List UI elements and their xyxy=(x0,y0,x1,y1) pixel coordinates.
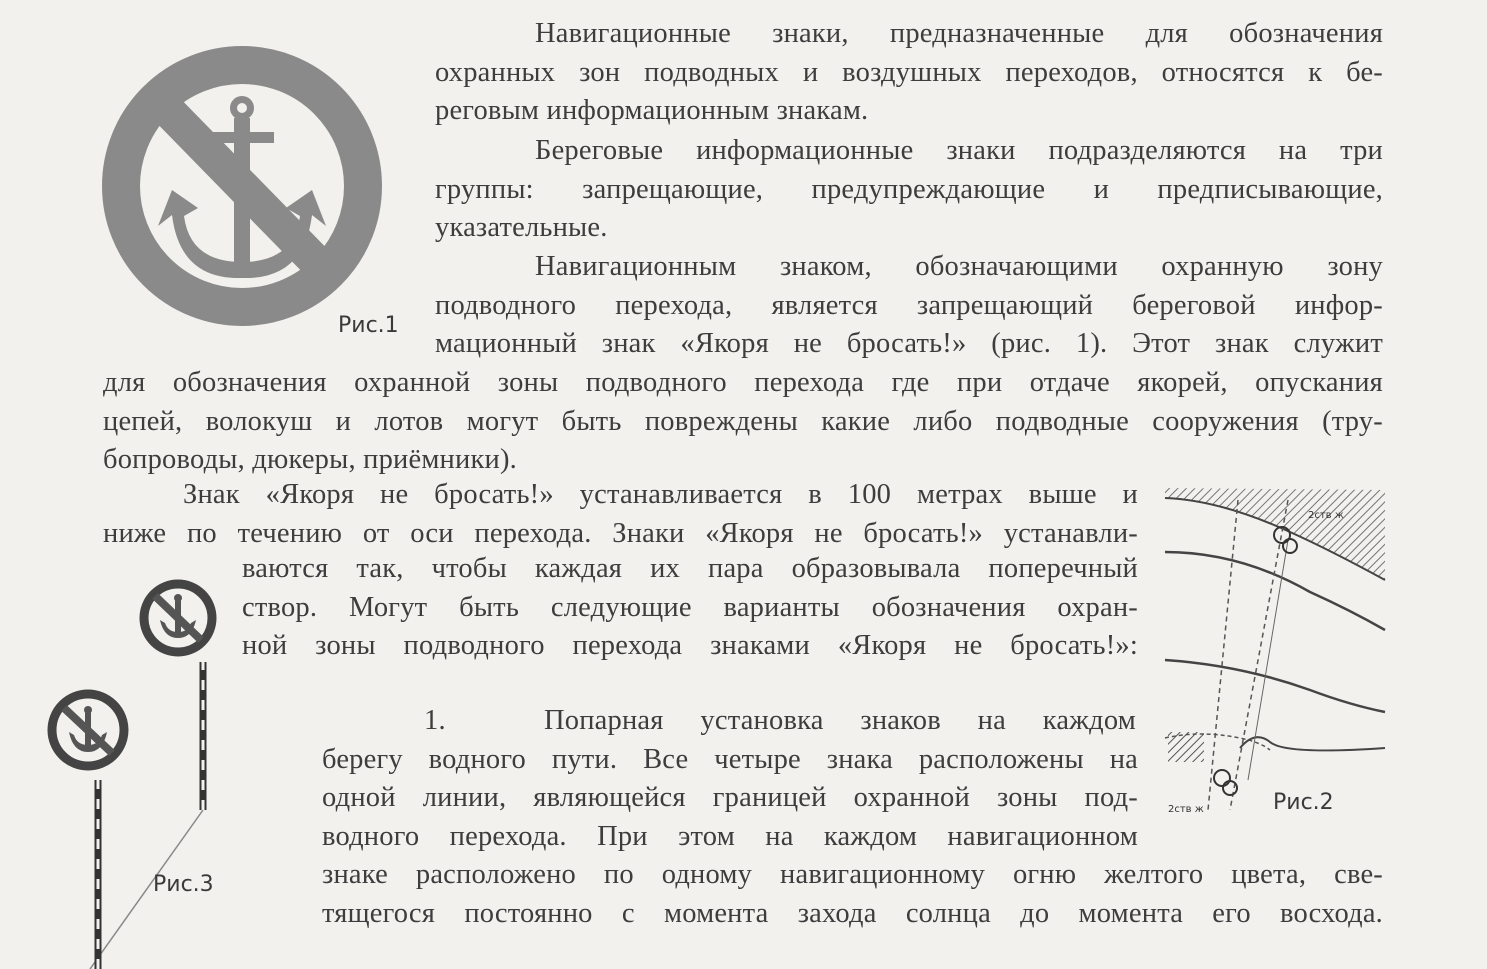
text-line: мационный знак «Якоря не бросать!» (рис. 1). Этот знак служит xyxy=(435,328,1383,359)
list-number: 1. xyxy=(424,705,446,736)
fig2-label-bottom: 2ств ж xyxy=(1168,804,1204,815)
text-line: Навигационным знаком, обозначающими охранную зону xyxy=(535,251,1383,282)
text-line: тящегося постоянно с момента захода солнца до момента его восхода. xyxy=(322,897,1383,929)
fig1-caption: Рис.1 xyxy=(338,313,399,338)
paragraph-3 xyxy=(435,248,1383,364)
text-line: охранных зон подводных и воздушных переходов, относятся к бе- xyxy=(435,56,1383,88)
text-line: одной линии, являющейся границей охранной зоны под- xyxy=(322,782,1138,813)
text-line: указательные. xyxy=(435,212,608,243)
text-line: цепей, волокуш и лотов могут быть повреждены какие либо подводные сооружения (тру- xyxy=(103,405,1383,437)
text-line: Знак «Якоря не бросать!» устанавливается в 100 метрах выше и xyxy=(183,479,1138,510)
text-line: Попарная установка знаков на каждом xyxy=(544,705,1136,736)
fig3-signs-on-posts xyxy=(40,570,240,969)
text-line: бопроводы, дюкеры, приёмники). xyxy=(103,444,517,475)
text-line: подводного перехода, является запрещающий береговой инфор- xyxy=(435,289,1383,321)
paragraph-3-continued xyxy=(103,364,1383,480)
fig2-caption: Рис.2 xyxy=(1273,790,1334,815)
text-line: ваются так, чтобы каждая их пара образовывала поперечный xyxy=(242,553,1138,584)
list-item-1 xyxy=(322,702,1138,856)
text-line: реговым информационным знакам. xyxy=(435,95,869,126)
text-line: для обозначения охранной зоны подводного перехода где при отдаче якорей, опускания xyxy=(103,367,1383,398)
text-line: Береговые информационные знаки подразделяются на три xyxy=(535,135,1383,166)
list-item-1-continued xyxy=(322,856,1383,933)
paragraph-2 xyxy=(435,132,1383,248)
fig3-caption: Рис.3 xyxy=(153,872,214,897)
text-line: водного перехода. При этом на каждом навигационном xyxy=(322,820,1138,852)
paragraph-4 xyxy=(103,476,1138,553)
text-line: ной зоны подводного перехода знаками «Якоря не бросать!»: xyxy=(242,630,1138,661)
paragraph-4-continued xyxy=(242,550,1138,666)
text-line: берегу водного пути. Все четыре знака расположены на xyxy=(322,743,1138,775)
text-line: ниже по течению от оси перехода. Знаки «Якоря не бросать!» устанавли- xyxy=(103,517,1138,549)
text-line: Навигационные знаки, предназначенные для обозначения xyxy=(535,18,1383,49)
fig2-crossing-diagram xyxy=(1160,480,1390,830)
fig2-label-top: 2ств ж xyxy=(1308,510,1344,521)
text-line: группы: запрещающие, предупреждающие и предписывающие, xyxy=(435,173,1383,205)
text-line: створ. Могут быть следующие варианты обозначения охран- xyxy=(242,591,1138,623)
fig1-no-anchor-sign xyxy=(100,40,400,340)
paragraph-1 xyxy=(435,15,1383,131)
text-line: знаке расположено по одному навигационному огню желтого цвета, све- xyxy=(322,859,1383,890)
